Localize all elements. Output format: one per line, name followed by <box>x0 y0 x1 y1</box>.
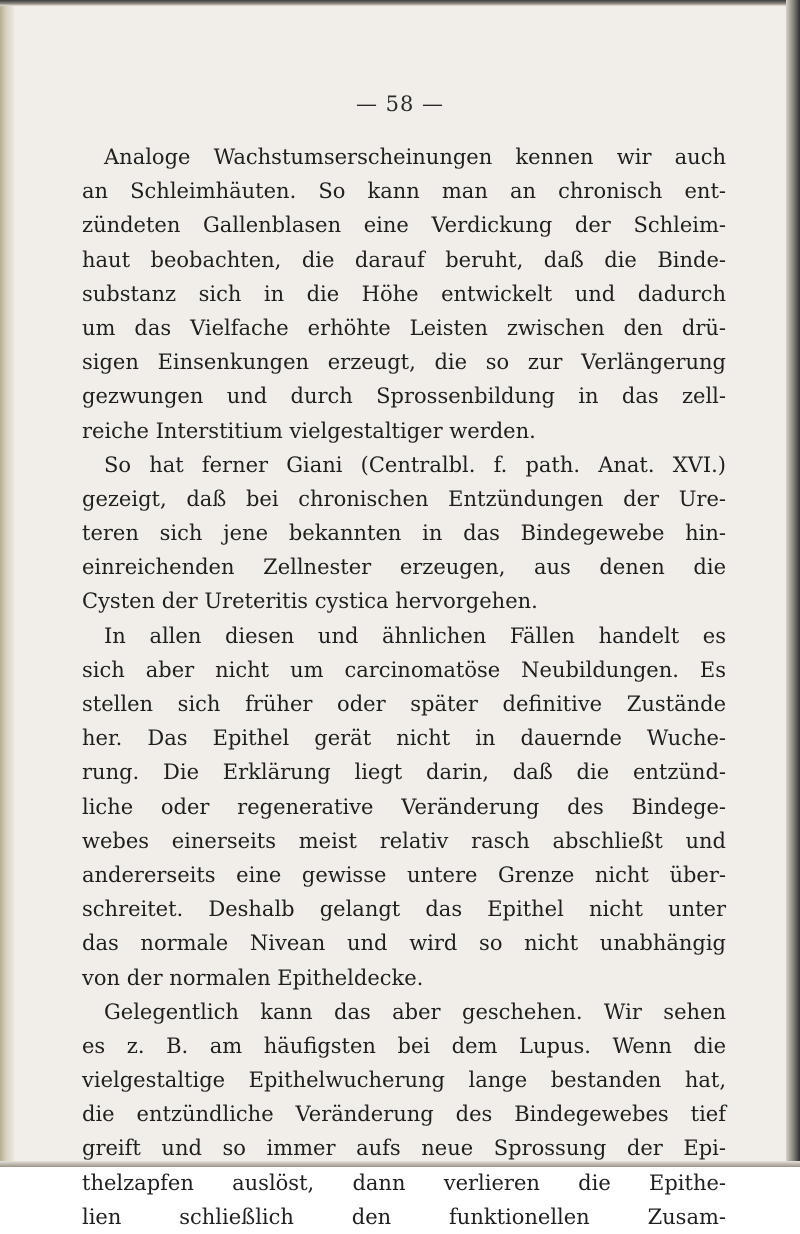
text-line: gezwungen und durch Sprossenbildung in das zell- <box>82 384 726 409</box>
page-right-edge <box>786 0 800 1167</box>
text-line: Gelegentlich kann das aber geschehen. Wir sehen <box>104 999 726 1024</box>
text-line: thelzapfen auslöst, dann verlieren die Epithe- <box>82 1170 726 1195</box>
text-line: gezeigt, daß bei chronischen Entzündungen der Ure- <box>82 486 726 511</box>
text-line: einreichenden Zellnester erzeugen, aus denen die <box>82 555 726 580</box>
text-line: teren sich jene bekannten in das Bindegewebe hin- <box>82 521 726 546</box>
text-line: sich aber nicht um carcinomatöse Neubildungen. Es <box>82 657 726 682</box>
text-line: um das Vielfache erhöhte Leisten zwischen den drü- <box>82 315 726 340</box>
text-line: rung. Die Erklärung liegt darin, daß die entzünd- <box>82 760 726 785</box>
text-line: Analoge Wachstumserscheinungen kennen wir auch <box>104 145 726 169</box>
text-line: substanz sich in die Höhe entwickelt und dadurch <box>82 281 726 306</box>
text-line: vielgestaltige Epithelwucherung lange bestanden hat, <box>82 1068 726 1093</box>
text-line: greift und so immer aufs neue Sprossung der Epi- <box>82 1136 726 1161</box>
page-left-edge <box>0 0 14 1167</box>
text-line: So hat ferner Giani (Centralbl. f. path. Anat. XVI.) <box>104 452 726 477</box>
text-line: stellen sich früher oder später definitive Zustände <box>82 692 726 716</box>
text-line: das normale Nivean und wird so nicht unabhängig <box>82 931 726 956</box>
text-line: Cysten der Ureteritis cystica hervorgehen. <box>82 589 538 614</box>
page-top-edge <box>0 0 800 6</box>
text-line: liche oder regenerative Veränderung des Bindege- <box>82 794 726 819</box>
text-line: die entzündliche Veränderung des Bindegewebes tief <box>82 1102 726 1127</box>
text-line: reiche Interstitium vielgestaltiger werden. <box>82 418 536 443</box>
text-line: her. Das Epithel gerät nicht in dauernde Wuche- <box>82 726 726 751</box>
text-line: an Schleimhäuten. So kann man an chronisch ent- <box>82 179 726 204</box>
page-number: — 58 — <box>355 92 445 116</box>
text-line: In allen diesen und ähnlichen Fällen handelt es <box>104 623 726 648</box>
text-line: sigen Einsenkungen erzeugt, die so zur Verlängerung <box>82 350 726 375</box>
text-line: es z. B. am häufigsten bei dem Lupus. Wenn die <box>82 1033 726 1058</box>
text-line: schreitet. Deshalb gelangt das Epithel nicht unter <box>82 897 726 922</box>
text-line: zündeten Gallenblasen eine Verdickung der Schleim- <box>82 213 726 238</box>
text-line: von der normalen Epitheldecke. <box>82 965 424 990</box>
text-line: haut beobachten, die darauf beruht, daß die Binde- <box>82 247 726 272</box>
body-text <box>82 140 726 1234</box>
text-line: webes einerseits meist relativ rasch abschließt und <box>82 828 726 853</box>
text-line: andererseits eine gewisse untere Grenze nicht über- <box>82 862 726 887</box>
text-line: lien schließlich den funktionellen Zusam- <box>82 1204 726 1229</box>
